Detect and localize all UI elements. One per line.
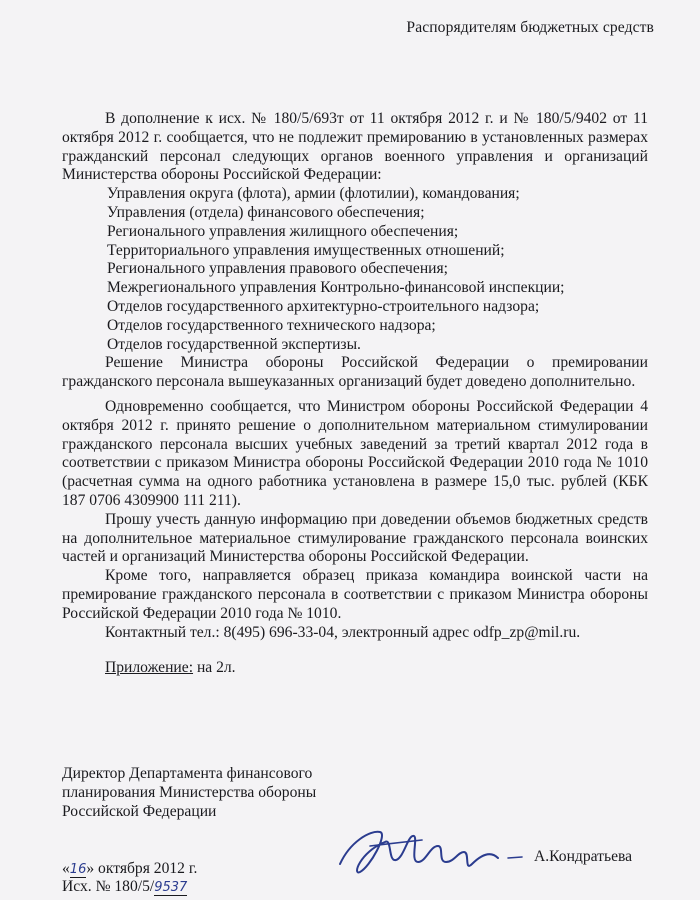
organization-list [62, 185, 648, 354]
list-item: Управления (отдела) финансового обеспечения; [107, 203, 425, 221]
list-item: Регионального управления правового обеспечения; [107, 260, 449, 278]
list-item: Управления округа (флота), армии (флотилии), командования; [107, 185, 520, 203]
handwritten-signature [330, 812, 530, 892]
intro-paragraph: В дополнение к исх. № 180/5/693т от 11 октября 2012 г. и № 180/5/9402 от 11 октября 2012 г. сообщается, что не подлежит премированию в установленных размерах гражданский персонал следующих органов военного управления и организаций Министерства обороны Российской Федерации: [62, 110, 648, 184]
list-item: Отделов государственной экспертизы. [107, 335, 361, 353]
attachment-label: Приложение: [105, 659, 194, 677]
outgoing-number: 9537 [154, 880, 188, 895]
attachment-line [105, 659, 648, 678]
signer-title-line: Российской Федерации [62, 802, 217, 820]
list-item: Отделов государственного технического надзора; [107, 316, 436, 334]
list-item: Межрегионального управления Контрольно-финансовой инспекции; [107, 279, 565, 297]
list-item: Регионального управления жилищного обеспечения; [107, 222, 459, 240]
signer-title [62, 765, 316, 821]
date-rest: » октября 2012 г. [86, 860, 198, 877]
date-line [62, 860, 197, 878]
decision-paragraph: Решение Министра обороны Российской Федерации о премировании гражданского персонала вышеуказанных организаций будет доведено дополнительно. [62, 354, 648, 391]
sample-order-paragraph: Кроме того, направляется образец приказа командира воинской части на премирование гражданского персонала в соответствии с приказом Министра обороны Российской Федерации 2010 года № 1010. [62, 567, 648, 622]
addressee: Распорядителям бюджетных средств [406, 19, 654, 36]
stimulation-paragraph: Одновременно сообщается, что Министром обороны Российской Федерации 4 октября 2012 г. принято решение о дополнительном материальном стимулировании гражданского персонала высших учебных заведений за третий квартал 2012 года в соответствии с приказом Министра обороны Российской Федерации 2010 года № 1010 (расчетная сумма на одного работника установлена в размере 15,0 тыс. рублей (КБК 187 0706 4309900 111 211). [62, 397, 648, 509]
outgoing-number-line [62, 878, 187, 896]
attachment-value: на 2л. [196, 659, 236, 677]
date-open: « [62, 860, 70, 877]
signer-title-line: Директор Департамента финансового [62, 765, 313, 782]
contact-line: Контактный тел.: 8(495) 696-33-04, электронный адрес odfp_zp@mil.ru. [105, 623, 581, 641]
date-day: 16 [69, 862, 87, 877]
outgoing-prefix: Исх. № 180/5/ [62, 878, 155, 895]
list-item: Территориального управления имущественных отношений; [107, 241, 505, 259]
letter-body [62, 110, 648, 678]
signer-title-line: планирования Министерства обороны [62, 783, 317, 801]
signer-name: А.Кондратьева [534, 848, 633, 865]
request-paragraph: Прошу учесть данную информацию при доведении объемов бюджетных средств на дополнительное материальное стимулирование гражданского персонала воинских частей и организаций Министерства обороны Российской Федерации. [62, 510, 648, 566]
list-item: Отделов государственного архитектурно-строительного надзора; [107, 297, 540, 315]
